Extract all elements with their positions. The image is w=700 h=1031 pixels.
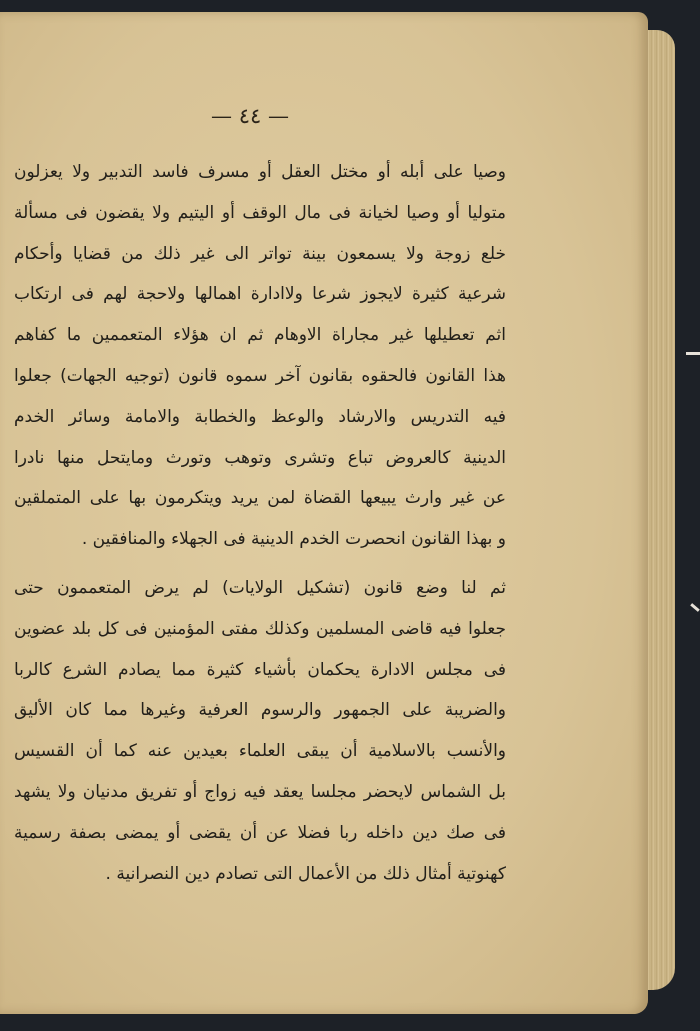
paragraph-gap [14, 560, 506, 568]
text-line: والضريبة على الجمهور والرسوم العرفية وغيرها مما كان الأليق [14, 700, 506, 721]
text-line: الدينية كالعروض تباع وتشرى وتوهب وتورث ومايتحل منها نادرا [14, 447, 506, 468]
text-line: اثم تعطيلها غير مجاراة الاوهام ثم ان هؤلاء المتعممين ما كفاهم [14, 325, 506, 346]
text-line: فيه التدريس والارشاد والوعظ والخطابة والامامة وسائر الخدم [14, 406, 506, 427]
page-number: — ٤٤ — [211, 104, 289, 128]
book-page [0, 12, 648, 1014]
text-line: فى مجلس الادارة يحكمان بأشياء كثيرة مما يصادم الشرع كالربا [14, 659, 506, 680]
text-line: والأنسب بالاسلامية أن يبقى العلماء بعيدين عنه كما أن القسيس [14, 741, 506, 762]
text-line: خلع زوجة ولا يسمعون بينة تواتر الى غير ذلك من قضايا وأحكام [14, 243, 506, 264]
text-line: هذا القانون فالحقوه بقانون آخر سموه قانون (توجيه الجهات) جعلوا [14, 365, 506, 386]
text-line: عن غير وارث يبيعها القضاة لمن يريد ويتكرمون بها على المتملقين [14, 488, 506, 509]
text-line: متوليا أو وصيا لخيانة فى مال الوقف أو اليتيم ولا يقضون فى مسألة [14, 202, 506, 223]
text-line: بل الشماس لايحضر مجلسا يعقد فيه زواج أو تفريق مدنيان ولا يشهد [14, 781, 506, 802]
text-line: ثم لنا وضع قانون (تشكيل الولايات) لم يرض المتعممون حتى [14, 577, 506, 598]
text-line: جعلوا فيه قاضى المسلمين وكذلك مفتى المؤمنين فى كل بلد عضوين [14, 618, 506, 639]
body-text [14, 152, 506, 894]
text-line: وصيا على أبله أو مختل العقل أو مسرف فاسد التدبير ولا يعزلون [14, 162, 506, 182]
text-line: فى صك دين داخله ربا فضلا عن أن يقضى أو يمضى بصفة رسمية [14, 822, 506, 843]
clip-mark [686, 352, 700, 355]
text-line: و بهذا القانون انحصرت الخدم الدينية فى الجهلاء والمنافقين . [81, 529, 506, 550]
text-line: شرعية كثيرة لايجوز شرعا ولاادارة اهمالها ولاحجة لهم فى ارتكاب [14, 284, 506, 305]
text-line: كهنوتية أمثال ذلك من الأعمال التى تصادم دين النصرانية . [105, 863, 506, 884]
